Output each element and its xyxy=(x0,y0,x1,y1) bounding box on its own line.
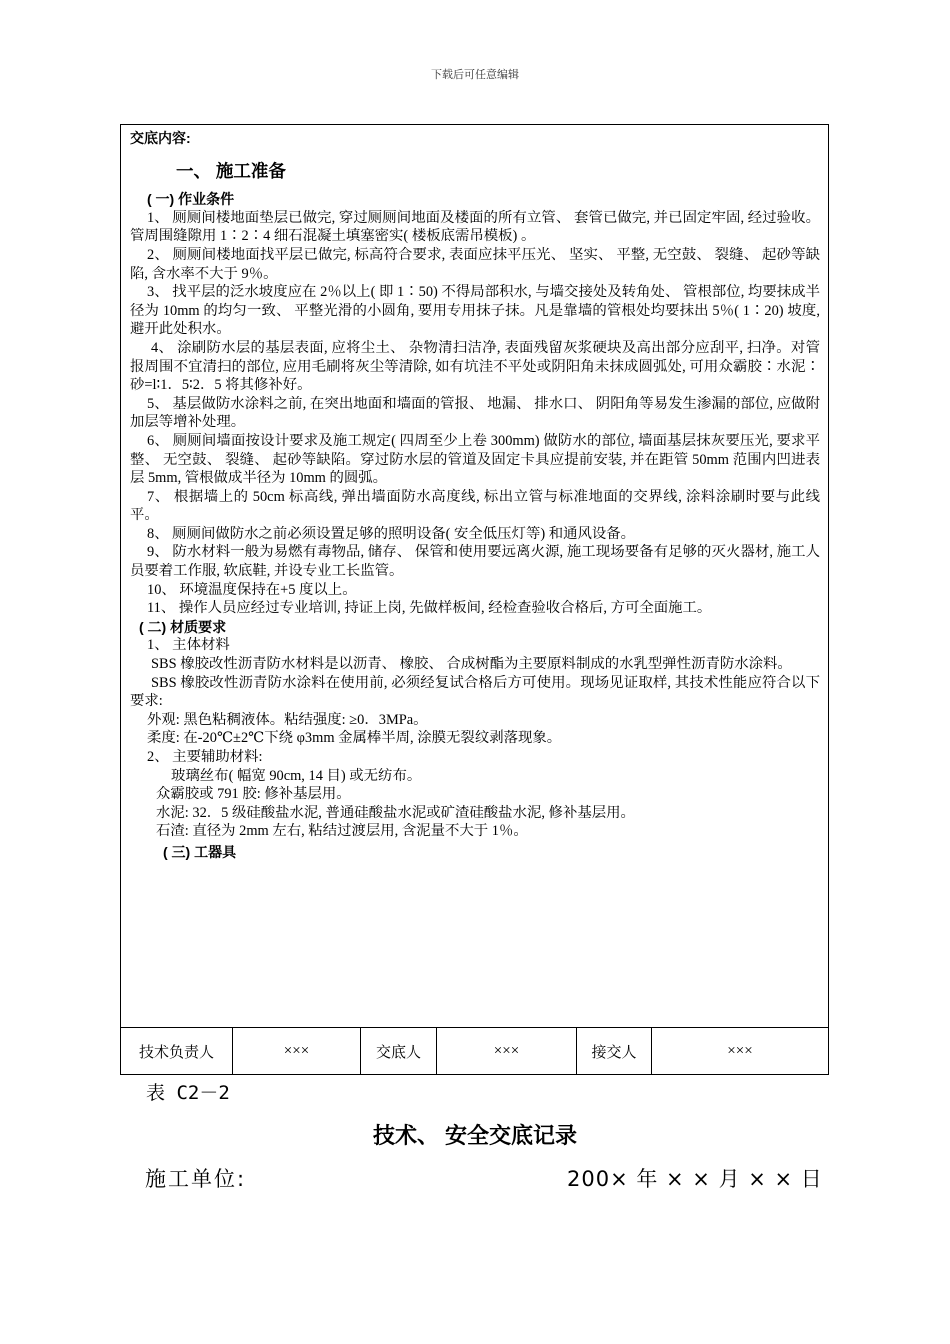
section-title-preparation: 一、 施工准备 xyxy=(176,160,286,181)
main-material-title: 1、 主体材料 xyxy=(147,637,230,654)
table-number: 表 C2－2 xyxy=(146,1082,230,1104)
flexibility-spec: 柔度: 在-20℃±2℃下绕 φ3mm 金属棒半周, 涂膜无裂纹剥落现象。 xyxy=(147,730,562,747)
condition-item: 9、 防水材料一般为易燃有毒物品, 储存、 保管和使用要远离火源, 施工现场要备有足够的灭火器材, 施工人员要着工作服, 软底鞋, 并设专业工长监管。 xyxy=(130,544,820,580)
condition-item: 1、 厕厕间楼地面垫层已做完, 穿过厕厕间地面及楼面的所有立管、 套管已做完, 并已固定牢固, 经过验收。管周围缝隙用 1∶2∶4 细石混凝土填塞密实( 楼板底需吊模板) 。 xyxy=(130,209,820,245)
signature-row xyxy=(121,1027,828,1074)
condition-item: 4、 涂刷防水层的基层表面, 应将尘土、 杂物清扫洁净, 表面残留灰浆硬块及高出部分应刮平, 扫净。对管报周围不宜清扫的部位, 应用毛刷将灰尘等清除, 如有坑洼不平处或阴阳角未抹成圆弧处, 可用众霸胶∶水泥∶砂=l∶1．5∶2．5 将其修补好。 xyxy=(130,339,820,394)
receiver-label: 接交人 xyxy=(577,1028,652,1074)
condition-item: 6、 厕厕间墙面按设计要求及施工规定( 四周至少上卷 300mm) 做防水的部位, 墙面基层抹灰要压光, 要求平整、 无空鼓、 裂缝、 起砂等缺陷。穿过防水层的管道及固定卡具应提前安装, 并在距管 50mm 范围内凹进表层 5mm, 管根做成半径为 10mm 的圆弧。 xyxy=(130,432,820,487)
tech-lead-label: 技术负责人 xyxy=(121,1028,233,1074)
aux-material-cement: 水泥: 32．5 级硅酸盐水泥, 普通硅酸盐水泥或矿渣硅酸盐水泥, 修补基层用。 xyxy=(156,804,635,821)
header-note: 下载后可任意编辑 xyxy=(431,69,519,81)
condition-item: 10、 环境温度保持在+5 度以上。 xyxy=(147,581,357,598)
document-title: 技术、 安全交底记录 xyxy=(372,1123,578,1148)
tech-lead-value: ××× xyxy=(233,1028,361,1074)
disclosure-content-box xyxy=(120,124,829,1075)
condition-item: 7、 根据墙上的 50cm 标高线, 弹出墙面防水高度线, 标出立管与标准地面的交界线, 涂料涂刷时要与此线平。 xyxy=(130,488,820,524)
aux-material-stone: 石渣: 直径为 2mm 左右, 粘结过渡层用, 含泥量不大于 1％。 xyxy=(156,823,528,840)
content-label: 交底内容: xyxy=(130,130,191,146)
subsection-title-tools: ( 三) 工器具 xyxy=(163,843,237,860)
condition-item: 8、 厕厕间做防水之前必须设置足够的照明设备( 安全低压灯等) 和通风设备。 xyxy=(147,525,636,542)
condition-item: 5、 基层做防水涂料之前, 在突出地面和墙面的管报、 地漏、 排水口、 阴阳角等易发生渗漏的部位, 应做附加层等增补处理。 xyxy=(130,395,820,431)
subsection-title-conditions: ( 一) 作业条件 xyxy=(147,191,235,208)
discloser-value: ××× xyxy=(437,1028,577,1074)
receiver-value: ××× xyxy=(727,1042,753,1059)
main-material-requirement: SBS 橡胶改性沥青防水涂料在使用前, 必须经复试合格后方可使用。现场见证取样, 其技术性能应符合以下要求: xyxy=(130,674,820,710)
condition-item: 2、 厕厕间楼地面找平层已做完, 标高符合要求, 表面应抹平压光、 坚实、 平整, 无空鼓、 裂缝、 起砂等缺陷, 含水率不大于 9％。 xyxy=(130,246,820,282)
condition-item: 3、 找平层的泛水坡度应在 2％以上( 即 1∶50) 不得局部积水, 与墙交接处及转角处、 管根部位, 均要抹成半径为 10mm 的均匀一致、 平整光滑的小圆角, 要用专用抹子抹。凡是靠墙的管根处均要抹出 5％( 1∶20) 坡度, 避开此处积水。 xyxy=(130,284,820,338)
appearance-spec: 外观: 黑色粘稠液体。粘结强度: ≥0．3MPa。 xyxy=(147,711,428,728)
aux-material-glue: 众霸胶或 791 胶: 修补基层用。 xyxy=(156,786,351,803)
disclosure-content xyxy=(130,129,820,862)
discloser-label: 交底人 xyxy=(361,1028,437,1074)
condition-item: 11、 操作人员应经过专业培训, 持证上岗, 先做样板间, 经检查验收合格后, 方可全面施工。 xyxy=(147,600,712,617)
construction-unit-label: 施工单位: xyxy=(145,1167,247,1191)
aux-material-glass-cloth: 玻璃丝布( 幅宽 90cm, 14 目) 或无纺布。 xyxy=(171,767,422,784)
aux-material-title: 2、 主要辅助材料: xyxy=(147,749,263,765)
subsection-title-materials: ( 二) 材质要求 xyxy=(139,618,227,635)
date-field: 200× 年 × × 月 × × 日 xyxy=(567,1167,823,1191)
main-material-description: SBS 橡胶改性沥青防水材料是以沥青、 橡胶、 合成树酯为主要原料制成的水乳型弹性沥青防水涂料。 xyxy=(151,656,792,673)
